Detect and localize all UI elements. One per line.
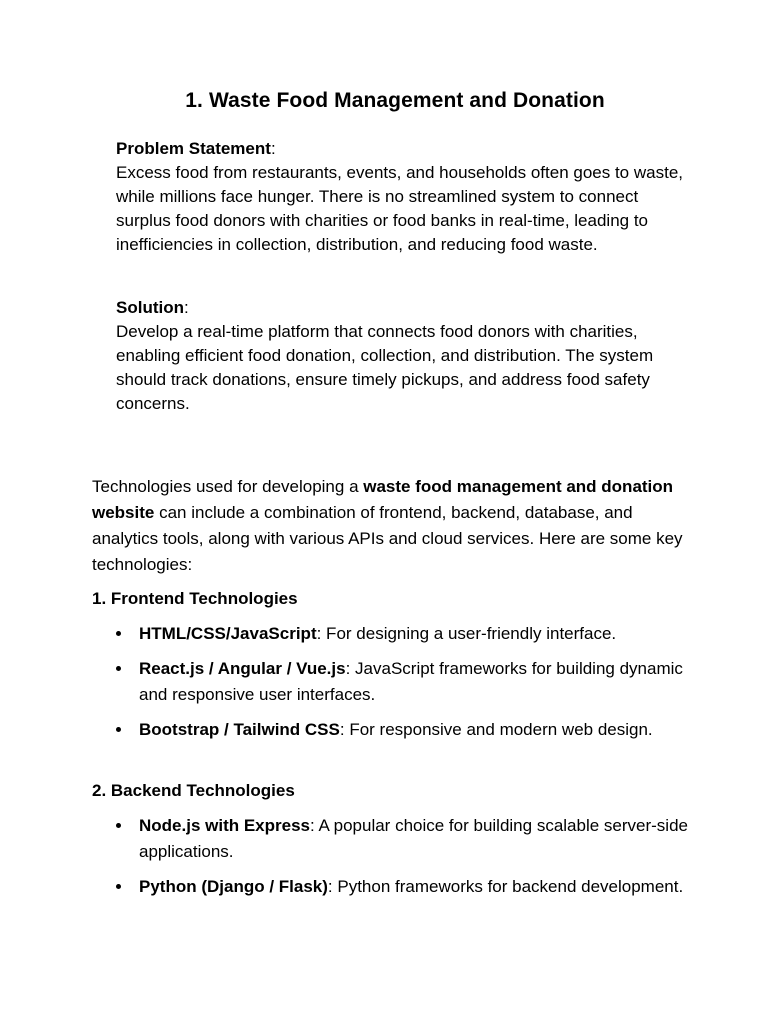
- bullet-icon: [116, 666, 121, 671]
- title-number: 1.: [185, 89, 203, 112]
- problem-statement-text: Excess food from restaurants, events, and households often goes to waste, while millions face hunger. There is no streamlined system to connect surplus food donors with charities or food banks in real-time, leading to inefficiencies in collection, distribution, and reducing food waste.: [116, 163, 683, 254]
- title-text: Waste Food Management and Donation: [208, 89, 605, 112]
- item-text: : For designing a user-friendly interface.: [316, 624, 617, 643]
- problem-statement-block: [116, 137, 696, 257]
- item-bold: Node.js with Express: [139, 816, 310, 835]
- bullet-icon: [116, 727, 121, 732]
- section-heading-backend: 2. Backend Technologies: [92, 781, 295, 800]
- backend-list: [92, 813, 692, 909]
- technologies-intro: [92, 474, 692, 578]
- item-text: : Python frameworks for backend development.: [327, 877, 684, 896]
- solution-label: Solution: [116, 298, 184, 317]
- list-item: [92, 813, 692, 865]
- solution-block: [116, 296, 696, 416]
- intro-after: can include a combination of frontend, backend, database, and analytics tools, along with various APIs and cloud services. Here are some key technologies:: [92, 503, 683, 574]
- page-title: [0, 89, 768, 113]
- item-text: : For responsive and modern web design.: [339, 720, 653, 739]
- problem-statement-colon: :: [270, 139, 276, 158]
- solution-colon: :: [183, 298, 189, 317]
- item-text: : JavaScript frameworks for building dynamic and responsive user interfaces.: [139, 659, 683, 704]
- frontend-list: [92, 621, 692, 752]
- bullet-icon: [116, 884, 121, 889]
- list-item: [92, 874, 692, 900]
- item-bold: HTML/CSS/JavaScript: [139, 624, 317, 643]
- intro-before: Technologies used for developing a: [92, 477, 364, 496]
- bullet-icon: [116, 631, 121, 636]
- item-text: : A popular choice for building scalable server-side applications.: [139, 816, 688, 861]
- solution-text: Develop a real-time platform that connects food donors with charities, enabling efficient food donation, collection, and distribution. The system should track donations, ensure timely pickups, and address food safety concerns.: [116, 322, 654, 413]
- problem-statement-label: Problem Statement: [116, 139, 271, 158]
- list-item: [92, 717, 692, 743]
- intro-bold: waste food management and donation website: [92, 477, 674, 522]
- item-bold: Python (Django / Flask): [139, 877, 328, 896]
- item-bold: Bootstrap / Tailwind CSS: [139, 720, 340, 739]
- list-item: [92, 656, 692, 708]
- section-heading-frontend: 1. Frontend Technologies: [92, 589, 298, 608]
- item-bold: React.js / Angular / Vue.js: [139, 659, 346, 678]
- list-item: [92, 621, 692, 647]
- bullet-icon: [116, 823, 121, 828]
